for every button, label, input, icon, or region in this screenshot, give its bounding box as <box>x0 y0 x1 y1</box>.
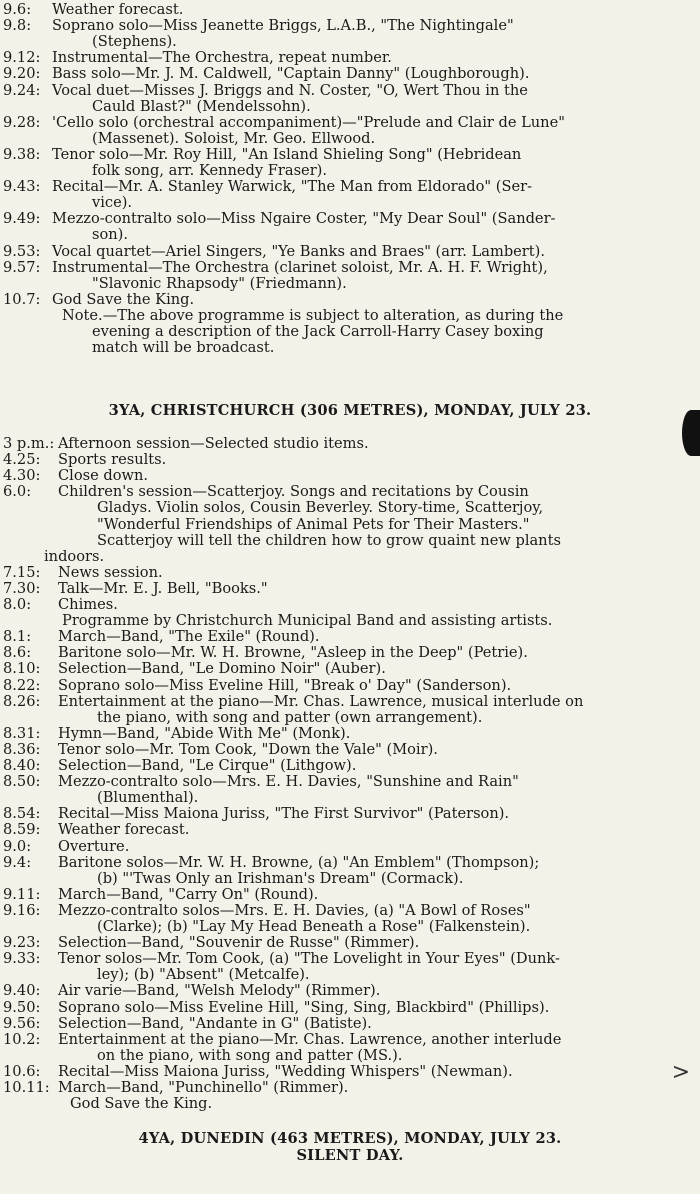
entry-text: Air varie—Band, "Welsh Melody" (Rimmer). <box>58 982 381 1000</box>
entry-time: 8.54: <box>3 805 41 823</box>
entry-time: 9.49: <box>3 210 41 228</box>
entry-text-continued: (Massenet). Soloist, Mr. Geo. Ellwood. <box>92 129 376 147</box>
entry-text-continued: "Wonderful Friendships of Animal Pets for Their Masters." <box>97 515 530 533</box>
entry-text-continued: vice). <box>92 194 133 212</box>
entry-time: 8.59: <box>3 821 41 839</box>
entry-time: 9.11: <box>3 885 41 903</box>
entry-time: 9.38: <box>3 145 41 163</box>
entry-text: Soprano solo—Miss Eveline Hill, "Break o' Day" (Sanderson). <box>58 676 512 694</box>
entry-text: March—Band, "Punchinello" (Rimmer). <box>58 1079 349 1096</box>
entry-time: 9.12: <box>3 49 41 67</box>
entry-text: Children's session—Scatterjoy. Songs and recitations by Cousin <box>58 483 529 501</box>
entry-text: Chimes. <box>58 596 118 613</box>
entry-text: Baritone solo—Mr. W. H. Browne, "Asleep in the Deep" (Petrie). <box>58 644 528 662</box>
entry-time: 4.25: <box>3 451 41 469</box>
entry-time: 8.10: <box>3 660 41 678</box>
entry-text: Recital—Miss Maiona Juriss, "The First Survivor" (Paterson). <box>58 805 510 823</box>
entry-text: Overture. <box>58 837 130 855</box>
entry-time: 8.6: <box>3 644 32 662</box>
entry-time: 7.15: <box>3 563 41 581</box>
entry-time: 9.33: <box>3 950 41 968</box>
entry-text: Sports results. <box>58 451 167 469</box>
entry-text: Hymn—Band, "Abide With Me" (Monk). <box>58 724 351 742</box>
entry-text-continued: folk song, arr. Kennedy Fraser). <box>92 162 328 179</box>
entry-text: Selection—Band, "Souvenir de Russe" (Rimmer). <box>58 934 420 952</box>
entry-text-continued: (Clarke); (b) "Lay My Head Beneath a Rose" (Falkenstein). <box>97 918 531 935</box>
entry-text: Tenor solo—Mr. Roy Hill, "An Island Shieling Song" (Hebridean <box>52 145 522 163</box>
entry-text-continued: "Slavonic Rhapsody" (Friedmann). <box>92 274 347 292</box>
entry-text-continued: (Blumenthal). <box>97 789 199 807</box>
entry-time: 10.11: <box>3 1079 50 1096</box>
entry-text: Tenor solos—Mr. Tom Cook, (a) "The Lovelight in Your Eyes" (Dunk- <box>58 950 560 968</box>
entry-time: 6.0: <box>3 483 32 501</box>
entry-time: 8.50: <box>3 773 41 791</box>
entry-time: 9.23: <box>3 934 41 952</box>
entry-text: Afternoon session—Selected studio items. <box>58 435 369 452</box>
entry-time: 10.7: <box>3 290 41 308</box>
entry-time: 9.53: <box>3 242 41 260</box>
entry-text: Selection—Band, "Le Cirque" (Lithgow). <box>58 757 357 774</box>
entry-text: Selection—Band, "Le Domino Noir" (Auber). <box>58 660 386 678</box>
entry-time: 7.30: <box>3 579 41 597</box>
entry-text: Entertainment at the piano—Mr. Chas. Lawrence, musical interlude on <box>58 692 584 710</box>
section-3ya-title: 3YA, CHRISTCHURCH (306 METRES), MONDAY, JULY 23. <box>108 402 592 419</box>
entry-time: 9.28: <box>3 113 41 131</box>
entry-text: Weather forecast. <box>58 821 190 839</box>
entry-text: Mezzo-contralto solo—Miss Ngaire Coster, "My Dear Soul" (Sander- <box>52 210 556 228</box>
entry-text-continued: ley); (b) "Absent" (Metcalfe). <box>97 966 310 984</box>
entry-time: 8.40: <box>3 757 41 774</box>
entry-text-continued: Gladys. Violin solos, Cousin Beverley. Story-time, Scatterjoy, <box>97 499 544 517</box>
entry-text: Mezzo-contralto solo—Mrs. E. H. Davies, "Sunshine and Rain" <box>58 773 519 791</box>
entry-time: 9.43: <box>3 178 41 196</box>
entry-text: Instrumental—The Orchestra (clarinet soloist, Mr. A. H. F. Wright), <box>52 258 548 276</box>
entry-text: Baritone solos—Mr. W. H. Browne, (a) "An Emblem" (Thompson); <box>58 853 540 871</box>
entry-text: Soprano solo—Miss Eveline Hill, "Sing, Sing, Blackbird" (Phillips). <box>58 998 550 1016</box>
entry-time: 9.24: <box>3 81 41 99</box>
entry-text: Recital—Miss Maiona Juriss, "Wedding Whispers" (Newman). <box>58 1062 513 1080</box>
silent-day-subtitle: SILENT DAY. <box>296 1147 404 1164</box>
entry-text: Recital—Mr. A. Stanley Warwick, "The Man from Eldorado" (Ser- <box>52 178 532 196</box>
entry-time: 8.22: <box>3 676 41 694</box>
entry-text: Vocal quartet—Ariel Singers, "Ye Banks and Braes" (arr. Lambert). <box>52 242 545 260</box>
entry-time: 10.6: <box>3 1062 41 1080</box>
entry-time: 9.0: <box>3 837 32 855</box>
entry-text: Vocal duet—Misses J. Briggs and N. Coster, "O, Wert Thou in the <box>52 81 528 99</box>
entry-text-continued: Scatterjoy will tell the children how to grow quaint new plants <box>97 531 561 549</box>
entry-text: Soprano solo—Miss Jeanette Briggs, L.A.B., "The Nightingale" <box>52 17 514 35</box>
closing-line: God Save the King. <box>70 1095 213 1113</box>
entry-time: 10.2: <box>3 1030 41 1048</box>
entry-text: News session. <box>58 563 163 581</box>
entry-text-continued: son). <box>92 226 129 244</box>
entry-text: Tenor solo—Mr. Tom Cook, "Down the Vale" (Moir). <box>58 740 438 758</box>
entry-time: 9.8: <box>3 17 32 35</box>
entry-time: 3 p.m.: <box>3 435 55 452</box>
note-line: match will be broadcast. <box>92 339 275 357</box>
note-line: Note.—The above programme is subject to alteration, as during the <box>62 306 564 324</box>
entry-time: 8.1: <box>3 628 32 646</box>
entry-time: 9.50: <box>3 998 41 1016</box>
entry-time: 9.40: <box>3 982 41 1000</box>
entry-time: 9.56: <box>3 1014 41 1032</box>
entry-text: Weather forecast. <box>52 1 184 18</box>
entry-time: 8.31: <box>3 724 41 742</box>
entry-text: 'Cello solo (orchestral accompaniment)—"Prelude and Clair de Lune" <box>52 113 565 131</box>
entry-text: Mezzo-contralto solos—Mrs. E. H. Davies, (a) "A Bowl of Roses" <box>58 901 531 919</box>
entry-time: 8.36: <box>3 740 41 758</box>
entry-time: 9.16: <box>3 901 41 919</box>
entry-time: 9.57: <box>3 258 41 276</box>
entry-text-continued: indoors. <box>44 547 105 565</box>
entry-time: 9.4: <box>3 853 32 871</box>
entry-time: 8.0: <box>3 596 32 613</box>
section-4ya-title: 4YA, DUNEDIN (463 METRES), MONDAY, JULY 23. <box>138 1130 562 1147</box>
entry-time: 9.6: <box>3 1 32 18</box>
entry-text-continued: Cauld Blast?" (Mendelssohn). <box>92 97 311 115</box>
entry-text: Close down. <box>58 467 149 485</box>
margin-mark: > <box>671 1060 690 1085</box>
entry-time: 9.20: <box>3 65 41 83</box>
entry-time: 4.30: <box>3 467 41 485</box>
entry-text: March—Band, "Carry On" (Round). <box>58 885 319 903</box>
entry-text: Talk—Mr. E. J. Bell, "Books." <box>58 579 268 597</box>
programme-line: Programme by Christchurch Municipal Band and assisting artists. <box>62 612 553 630</box>
entry-text: Selection—Band, "Andante in G" (Batiste). <box>58 1014 372 1032</box>
entry-text-continued: (Stephens). <box>92 33 177 51</box>
entry-text-continued: the piano, with song and patter (own arrangement). <box>97 708 483 726</box>
note-line: evening a description of the Jack Carroll-Harry Casey boxing <box>92 323 544 340</box>
entry-time: 8.26: <box>3 692 41 710</box>
entry-text: March—Band, "The Exile" (Round). <box>58 628 320 646</box>
entry-text: Bass solo—Mr. J. M. Caldwell, "Captain Danny" (Loughborough). <box>52 65 530 83</box>
entry-text: Instrumental—The Orchestra, repeat number. <box>52 49 392 67</box>
entry-text-continued: (b) "'Twas Only an Irishman's Dream" (Cormack). <box>97 869 464 887</box>
entry-text: God Save the King. <box>52 290 195 308</box>
entry-text: Entertainment at the piano—Mr. Chas. Lawrence, another interlude <box>58 1030 562 1048</box>
entry-text-continued: on the piano, with song and patter (MS.). <box>97 1046 403 1064</box>
